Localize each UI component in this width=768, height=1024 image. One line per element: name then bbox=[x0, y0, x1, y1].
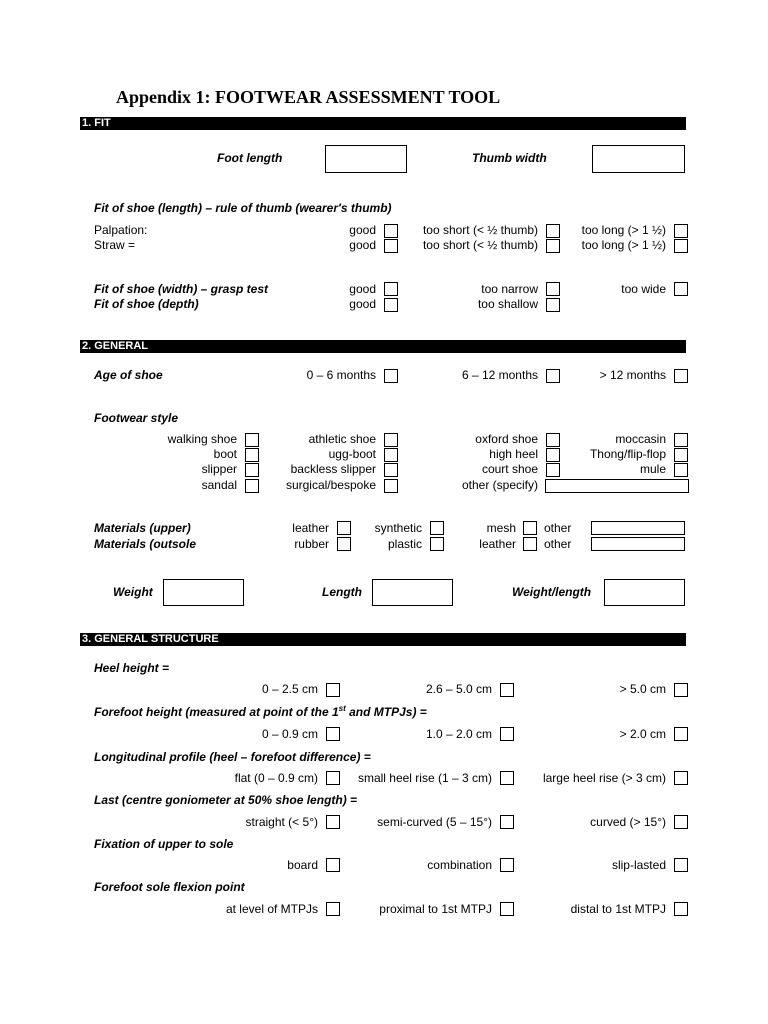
thumb-width-field[interactable] bbox=[592, 145, 685, 173]
straw-good-checkbox[interactable] bbox=[384, 239, 398, 253]
fit-width-heading: Fit of shoe (width) – grasp test bbox=[94, 282, 269, 296]
age-6-12-checkbox[interactable] bbox=[546, 369, 560, 383]
flexion-option-label: distal to 1st MTPJ bbox=[570, 902, 666, 916]
last-heading: Last (centre goniometer at 50% shoe length) = bbox=[94, 793, 358, 807]
last-option-label: semi-curved (5 – 15°) bbox=[377, 815, 492, 829]
forefoot-2-plus-checkbox[interactable] bbox=[674, 727, 688, 741]
style-court-shoe-checkbox[interactable] bbox=[546, 463, 560, 477]
age-option-label: > 12 months bbox=[599, 368, 666, 382]
weight-length-field[interactable] bbox=[604, 579, 685, 606]
palpation-too-short-label: too short (< ½ thumb) bbox=[422, 223, 538, 237]
too-narrow-label: too narrow bbox=[481, 282, 538, 296]
materials-upper-label: Materials (upper) bbox=[94, 521, 191, 535]
heel-option-label: > 5.0 cm bbox=[619, 682, 666, 696]
profile-flat-checkbox[interactable] bbox=[326, 771, 340, 785]
too-shallow-checkbox[interactable] bbox=[546, 298, 560, 312]
upper-synthetic-checkbox[interactable] bbox=[430, 521, 444, 535]
upper-option-label: other bbox=[544, 521, 572, 535]
style-oxford-shoe-checkbox[interactable] bbox=[546, 433, 560, 447]
length-field[interactable] bbox=[372, 579, 453, 606]
palpation-good-checkbox[interactable] bbox=[384, 224, 398, 238]
outsole-option-label: plastic bbox=[387, 537, 422, 551]
last-option-label: straight (< 5°) bbox=[245, 815, 318, 829]
materials-outsole-label: Materials (outsole bbox=[94, 537, 197, 551]
heel-option-label: 0 – 2.5 cm bbox=[261, 682, 318, 696]
last-option-label: curved (> 15°) bbox=[590, 815, 666, 829]
style-label: sandal bbox=[201, 478, 237, 492]
age-0-6-checkbox[interactable] bbox=[384, 369, 398, 383]
width-good-checkbox[interactable] bbox=[384, 282, 398, 296]
age-option-label: 0 – 6 months bbox=[306, 368, 376, 382]
depth-good-label: good bbox=[349, 297, 376, 311]
style-athletic-shoe-checkbox[interactable] bbox=[384, 433, 398, 447]
flexion-proximal-checkbox[interactable] bbox=[500, 902, 514, 916]
style-slipper-checkbox[interactable] bbox=[245, 463, 259, 477]
weight-field[interactable] bbox=[163, 579, 244, 606]
straw-good-label: good bbox=[349, 238, 376, 252]
forefoot-1-2-checkbox[interactable] bbox=[500, 727, 514, 741]
too-narrow-checkbox[interactable] bbox=[546, 282, 560, 296]
section-header-fit: 1. FIT bbox=[80, 117, 686, 130]
outsole-plastic-checkbox[interactable] bbox=[430, 537, 444, 551]
flexion-option-label: at level of MTPJs bbox=[225, 902, 318, 916]
style-label: athletic shoe bbox=[308, 432, 376, 446]
fixation-board-checkbox[interactable] bbox=[326, 858, 340, 872]
style-label: moccasin bbox=[615, 432, 666, 446]
fixation-option-label: board bbox=[287, 858, 318, 872]
style-heading: Footwear style bbox=[94, 411, 179, 425]
palpation-good-label: good bbox=[349, 223, 376, 237]
page-title: Appendix 1: FOOTWEAR ASSESSMENT TOOL bbox=[116, 87, 501, 107]
last-straight-checkbox[interactable] bbox=[326, 815, 340, 829]
palpation-too-short-checkbox[interactable] bbox=[546, 224, 560, 238]
weight-length-label: Weight/length bbox=[512, 585, 592, 599]
straw-too-short-label: too short (< ½ thumb) bbox=[422, 238, 538, 252]
fit-length-heading: Fit of shoe (length) – rule of thumb (wearer's thumb) bbox=[94, 201, 392, 215]
style-label: boot bbox=[213, 447, 237, 461]
profile-option-label: small heel rise (1 – 3 cm) bbox=[357, 771, 492, 785]
fixation-heading: Fixation of upper to sole bbox=[94, 837, 234, 851]
too-wide-label: too wide bbox=[621, 282, 666, 296]
fixation-slip-lasted-checkbox[interactable] bbox=[674, 858, 688, 872]
too-wide-checkbox[interactable] bbox=[674, 282, 688, 296]
outsole-leather-checkbox[interactable] bbox=[523, 537, 537, 551]
style-label: backless slipper bbox=[290, 462, 376, 476]
style-sandal-checkbox[interactable] bbox=[245, 479, 259, 493]
style-label: mule bbox=[639, 462, 666, 476]
palpation-too-long-checkbox[interactable] bbox=[674, 224, 688, 238]
flexion-heading: Forefoot sole flexion point bbox=[94, 880, 245, 894]
palpation-label: Palpation: bbox=[94, 223, 148, 237]
style-label: ugg-boot bbox=[328, 447, 376, 461]
age-heading: Age of shoe bbox=[94, 368, 163, 382]
style-label: oxford shoe bbox=[475, 432, 538, 446]
upper-other-field[interactable] bbox=[591, 521, 685, 535]
profile-heading: Longitudinal profile (heel – forefoot difference) = bbox=[94, 750, 371, 764]
fixation-option-label: combination bbox=[427, 858, 492, 872]
straw-too-long-label: too long (> 1 ½) bbox=[581, 238, 666, 252]
outsole-rubber-checkbox[interactable] bbox=[337, 537, 351, 551]
last-curved-checkbox[interactable] bbox=[674, 815, 688, 829]
forefoot-option-label: > 2.0 cm bbox=[619, 727, 666, 741]
upper-leather-checkbox[interactable] bbox=[337, 521, 351, 535]
fixation-option-label: slip-lasted bbox=[611, 858, 666, 872]
straw-too-short-checkbox[interactable] bbox=[546, 239, 560, 253]
profile-option-label: large heel rise (> 3 cm) bbox=[542, 771, 666, 785]
style-moccasin-checkbox[interactable] bbox=[674, 433, 688, 447]
section-header-general: 2. GENERAL bbox=[80, 340, 686, 353]
flexion-option-label: proximal to 1st MTPJ bbox=[379, 902, 492, 916]
thumb-width-label: Thumb width bbox=[472, 151, 547, 165]
outsole-option-label: leather bbox=[479, 537, 516, 551]
section-header-structure: 3. GENERAL STRUCTURE bbox=[80, 633, 686, 646]
style-walking-shoe-checkbox[interactable] bbox=[245, 433, 259, 447]
profile-option-label: flat (0 – 0.9 cm) bbox=[234, 771, 318, 785]
profile-large-rise-checkbox[interactable] bbox=[674, 771, 688, 785]
style-boot-checkbox[interactable] bbox=[245, 448, 259, 462]
straw-too-long-checkbox[interactable] bbox=[674, 239, 688, 253]
age-12-plus-checkbox[interactable] bbox=[674, 369, 688, 383]
forefoot-option-label: 0 – 0.9 cm bbox=[261, 727, 318, 741]
style-other-specify-field[interactable] bbox=[545, 479, 689, 493]
style-label: surgical/bespoke bbox=[285, 478, 376, 492]
fixation-combination-checkbox[interactable] bbox=[500, 858, 514, 872]
upper-option-label: mesh bbox=[486, 521, 516, 535]
weight-label: Weight bbox=[113, 585, 153, 599]
style-mule-checkbox[interactable] bbox=[674, 463, 688, 477]
style-label: high heel bbox=[489, 447, 538, 461]
upper-mesh-checkbox[interactable] bbox=[523, 521, 537, 535]
style-high-heel-checkbox[interactable] bbox=[546, 448, 560, 462]
length-label: Length bbox=[322, 585, 362, 599]
style-label: slipper bbox=[201, 462, 237, 476]
forefoot-height-heading: Forefoot height (measured at point of the 1st and MTPJs) = bbox=[94, 704, 427, 719]
style-label: walking shoe bbox=[167, 432, 237, 446]
upper-option-label: leather bbox=[292, 521, 329, 535]
outsole-option-label: rubber bbox=[294, 537, 329, 551]
depth-good-checkbox[interactable] bbox=[384, 298, 398, 312]
too-shallow-label: too shallow bbox=[477, 297, 538, 311]
forefoot-option-label: 1.0 – 2.0 cm bbox=[425, 727, 492, 741]
straw-label: Straw = bbox=[94, 238, 136, 252]
palpation-too-long-label: too long (> 1 ½) bbox=[581, 223, 666, 237]
age-option-label: 6 – 12 months bbox=[461, 368, 538, 382]
profile-small-rise-checkbox[interactable] bbox=[500, 771, 514, 785]
heel-5-plus-checkbox[interactable] bbox=[674, 683, 688, 697]
style-label: court shoe bbox=[481, 462, 538, 476]
heel-height-heading: Heel height = bbox=[94, 661, 170, 675]
heel-0-2.5-checkbox[interactable] bbox=[326, 683, 340, 697]
style-label: other (specify) bbox=[461, 478, 538, 492]
flexion-distal-checkbox[interactable] bbox=[674, 902, 688, 916]
style-label: Thong/flip-flop bbox=[589, 447, 666, 461]
upper-option-label: synthetic bbox=[374, 521, 422, 535]
outsole-other-field[interactable] bbox=[591, 537, 685, 551]
foot-length-label: Foot length bbox=[217, 151, 283, 165]
width-good-label: good bbox=[349, 282, 376, 296]
heel-2.6-5-checkbox[interactable] bbox=[500, 683, 514, 697]
fit-depth-heading: Fit of shoe (depth) bbox=[94, 297, 199, 311]
heel-option-label: 2.6 – 5.0 cm bbox=[425, 682, 492, 696]
foot-length-field[interactable] bbox=[325, 145, 407, 173]
style-surgical-checkbox[interactable] bbox=[384, 479, 398, 493]
flexion-mtpj-level-checkbox[interactable] bbox=[326, 902, 340, 916]
style-backless-slipper-checkbox[interactable] bbox=[384, 463, 398, 477]
outsole-option-label: other bbox=[544, 537, 572, 551]
forefoot-0-0.9-checkbox[interactable] bbox=[326, 727, 340, 741]
style-thong-checkbox[interactable] bbox=[674, 448, 688, 462]
last-semi-curved-checkbox[interactable] bbox=[500, 815, 514, 829]
style-ugg-boot-checkbox[interactable] bbox=[384, 448, 398, 462]
